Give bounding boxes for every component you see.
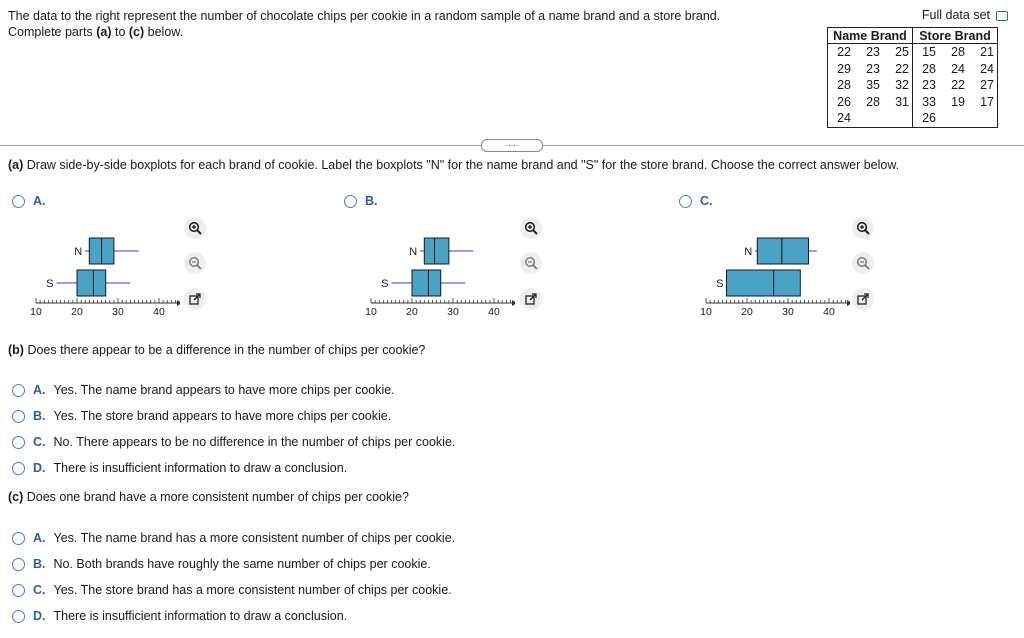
radio-icon[interactable]	[12, 436, 25, 449]
tick-label: 10	[700, 306, 712, 318]
option-letter: A.	[33, 383, 46, 397]
name-value: 22	[837, 45, 851, 59]
option-text: No. There appears to be no difference in the number of chips per cookie.	[53, 435, 456, 449]
name-value: 28	[837, 78, 851, 92]
zoom-out-icon[interactable]	[184, 252, 206, 274]
tick-label: 10	[30, 306, 42, 318]
pop-out-icon[interactable]	[184, 288, 206, 310]
part-c-option-c[interactable]	[12, 577, 455, 603]
expand-button[interactable]: .....	[481, 139, 543, 152]
store-value: 15	[922, 45, 936, 59]
radio-icon[interactable]	[12, 584, 25, 597]
box-s	[77, 270, 106, 296]
intro-line-2: Complete parts (a) to (c) below.	[8, 25, 184, 39]
store-row	[916, 44, 994, 61]
option-letter: A.	[33, 531, 46, 545]
store-row	[916, 110, 994, 127]
store-value	[974, 110, 994, 127]
option-text: Yes. The name brand has a more consistent number of chips per cookie.	[53, 531, 456, 545]
store-value: 19	[951, 94, 965, 109]
name-row	[831, 61, 909, 78]
option-text: There is insufficient information to draw a conclusion.	[53, 461, 348, 475]
radio-icon[interactable]	[12, 195, 25, 208]
axis-arrow	[177, 300, 180, 306]
part-b-question: (b) Does there appear to be a difference in the number of chips per cookie?	[8, 343, 426, 357]
store-value: 28	[951, 45, 965, 59]
radio-icon[interactable]	[12, 558, 25, 571]
store-value: 22	[951, 78, 965, 92]
tick-label: 30	[782, 306, 794, 318]
store-value: 27	[980, 78, 994, 92]
store-value: 17	[980, 94, 994, 109]
option-letter: D.	[33, 461, 46, 475]
tick-label: 30	[112, 306, 124, 318]
name-value: 23	[866, 61, 880, 76]
name-value: 35	[866, 78, 880, 92]
part-b-option-b[interactable]	[12, 403, 455, 429]
box-label-n: N	[409, 246, 418, 258]
name-value: 28	[866, 94, 880, 109]
tick-label: 40	[153, 306, 165, 318]
name-row	[831, 110, 909, 127]
part-c-question: (c) Does one brand have a more consistent number of chips per cookie?	[8, 490, 409, 504]
store-value: 23	[922, 78, 936, 92]
zoom-in-icon[interactable]	[520, 217, 542, 239]
radio-icon[interactable]	[12, 384, 25, 397]
name-row	[831, 44, 909, 61]
option-a-radio[interactable]: A.	[12, 194, 46, 208]
name-value: 23	[866, 45, 880, 59]
box-label-s: S	[381, 278, 389, 290]
name-value	[860, 110, 880, 127]
header-name-brand: Name Brand	[828, 28, 913, 44]
boxplot-option-c	[690, 225, 850, 320]
data-table	[827, 27, 998, 128]
store-value: 33	[922, 94, 936, 109]
radio-icon[interactable]	[344, 195, 357, 208]
box-label-n: N	[744, 246, 753, 258]
option-letter: B.	[33, 557, 46, 571]
box-n	[424, 238, 449, 264]
part-c-options	[12, 525, 455, 629]
store-row	[916, 94, 994, 111]
part-b-option-d[interactable]	[12, 455, 455, 481]
box-n	[757, 238, 808, 264]
zoom-out-icon[interactable]	[520, 252, 542, 274]
name-row	[831, 94, 909, 111]
store-value: 24	[951, 61, 965, 76]
part-b-options	[12, 377, 455, 481]
option-c-radio[interactable]: C.	[679, 194, 713, 208]
radio-icon[interactable]	[12, 410, 25, 423]
radio-icon[interactable]	[12, 462, 25, 475]
box-s	[412, 270, 441, 296]
tick-label: 20	[741, 306, 753, 318]
store-value: 24	[980, 61, 994, 76]
tick-label: 10	[365, 306, 377, 318]
tick-label: 20	[406, 306, 418, 318]
name-value: 24	[837, 111, 851, 125]
boxplot-option-a	[20, 225, 180, 320]
zoom-in-icon[interactable]	[184, 217, 206, 239]
store-row	[916, 77, 994, 94]
part-b-option-c[interactable]	[12, 429, 455, 455]
option-letter: B.	[33, 409, 46, 423]
name-brand-values	[828, 44, 913, 128]
tick-label: 30	[447, 306, 459, 318]
axis-arrow	[512, 300, 515, 306]
store-brand-values	[913, 44, 998, 128]
tick-label: 20	[71, 306, 83, 318]
tick-label: 40	[823, 306, 835, 318]
store-row	[916, 61, 994, 78]
store-value: 26	[922, 111, 936, 125]
part-c-option-a[interactable]	[12, 525, 455, 551]
copy-icon[interactable]	[996, 11, 1008, 21]
name-value: 29	[837, 61, 851, 76]
intro-line-1: The data to the right represent the number of chocolate chips per cookie in a random sample of a name brand and a store brand.	[8, 9, 721, 23]
problem-intro	[8, 8, 808, 40]
zoom-in-icon[interactable]	[852, 217, 874, 239]
header-store-brand: Store Brand	[913, 28, 998, 44]
name-row	[831, 77, 909, 94]
radio-icon[interactable]	[679, 195, 692, 208]
axis-arrow	[847, 300, 850, 306]
option-text: There is insufficient information to draw a conclusion.	[53, 609, 348, 623]
store-value: 21	[980, 45, 994, 59]
pop-out-icon[interactable]	[520, 288, 542, 310]
name-value: 22	[895, 61, 909, 76]
option-text: Yes. The store brand appears to have more chips per cookie.	[53, 409, 392, 423]
part-c-option-d[interactable]	[12, 603, 455, 629]
store-value: 28	[922, 61, 936, 76]
option-text: No. Both brands have roughly the same number of chips per cookie.	[53, 557, 431, 571]
radio-icon[interactable]	[12, 610, 25, 623]
option-letter: C.	[33, 435, 46, 449]
part-b-option-a[interactable]	[12, 377, 455, 403]
option-letter: C.	[33, 583, 46, 597]
box-label-n: N	[74, 246, 83, 258]
name-value: 32	[895, 78, 909, 92]
box-label-s: S	[716, 278, 724, 290]
full-data-set-label[interactable]: Full data set	[921, 8, 990, 22]
part-c-option-b[interactable]	[12, 551, 455, 577]
boxplot-option-b	[355, 225, 515, 320]
name-value	[889, 110, 909, 127]
box-label-s: S	[46, 278, 54, 290]
zoom-out-icon[interactable]	[852, 252, 874, 274]
full-data-set-link[interactable]	[922, 8, 1008, 22]
radio-icon[interactable]	[12, 532, 25, 545]
option-text: Yes. The store brand has a more consistent number of chips per cookie.	[53, 583, 452, 597]
name-value: 31	[895, 94, 909, 109]
box-s	[727, 270, 801, 296]
option-text: Yes. The name brand appears to have more chips per cookie.	[53, 383, 395, 397]
name-value: 26	[837, 94, 851, 109]
pop-out-icon[interactable]	[852, 288, 874, 310]
name-value: 25	[895, 45, 909, 59]
option-b-radio[interactable]: B.	[344, 194, 378, 208]
option-letter: D.	[33, 609, 46, 623]
store-value	[945, 110, 965, 127]
part-a-question: (a) Draw side-by-side boxplots for each brand of cookie. Label the boxplots "N" for the name brand and "S" for the store brand. Choose the correct answer below.	[8, 158, 900, 172]
tick-label: 40	[488, 306, 500, 318]
